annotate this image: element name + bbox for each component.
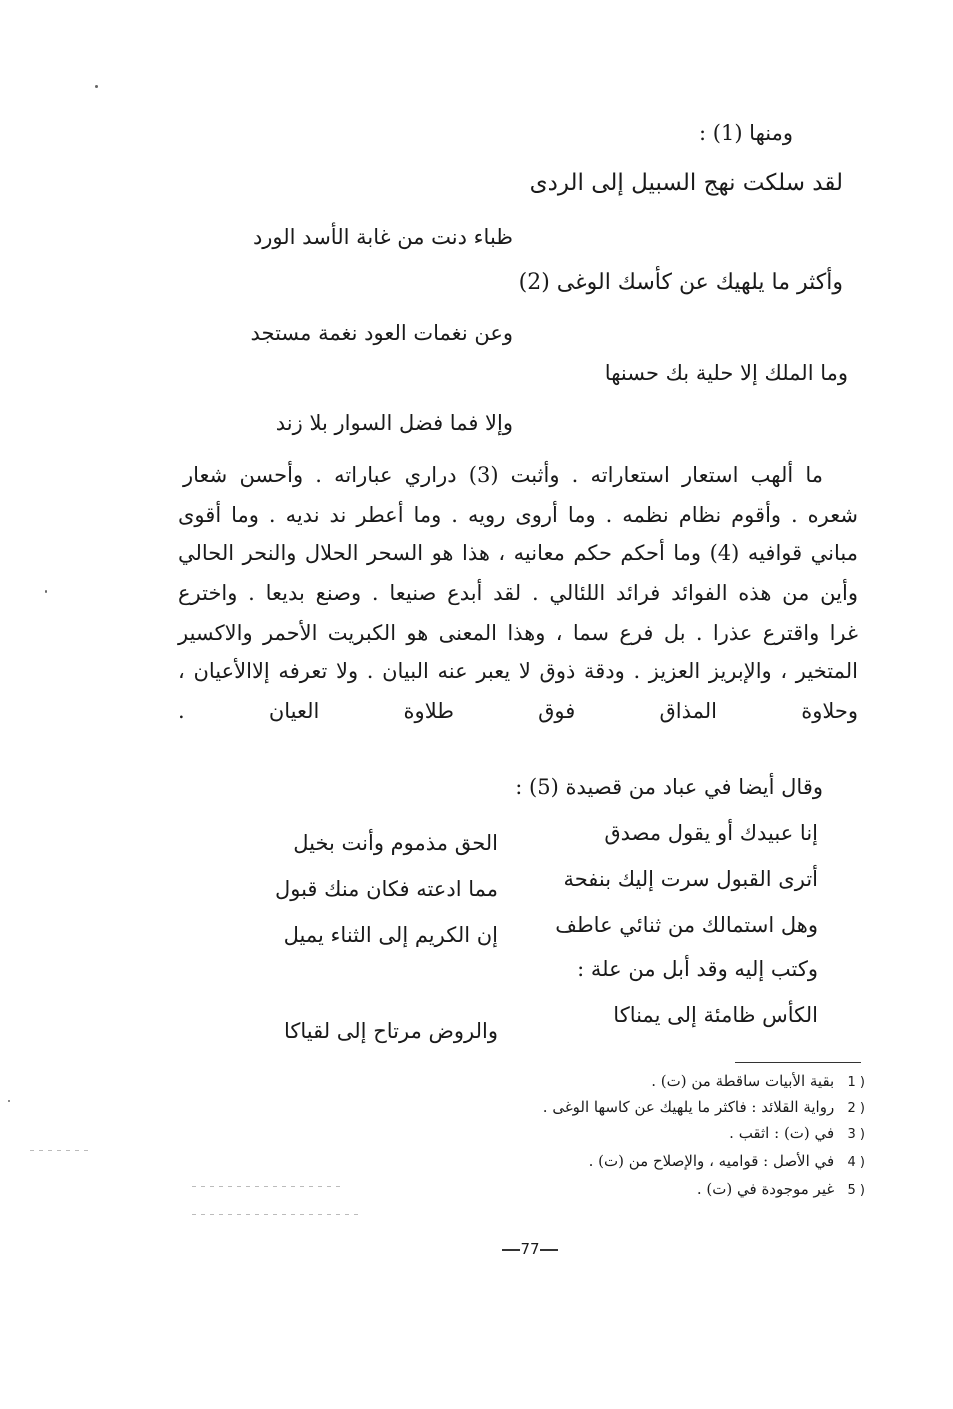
poem-right-hemistich: الكأس ظامئة إلى يمناكا bbox=[613, 1003, 818, 1027]
footnote bbox=[543, 1096, 865, 1120]
poem-line: لقد سلكت نهج السبيل إلى الردى bbox=[529, 170, 843, 196]
poem-right-hemistich: أترى القبول سرت إليك بنفحة bbox=[563, 867, 818, 891]
scan-smudge bbox=[192, 1214, 362, 1215]
footnote-text: بقية الأبيات ساقطة من (ت) . bbox=[651, 1072, 835, 1090]
poem-left-hemistich: مما ادعته فكان منك قبول bbox=[274, 877, 498, 901]
prose-line: المتخير ، والإبريز العزيز . ودقة ذوق لا يعبر عنه البيان . ولا تعرفه إلاالأعيان ، bbox=[178, 659, 859, 683]
section-intro: وقال أيضا في عباد من قصيدة (5) : bbox=[515, 775, 823, 799]
footnote-divider bbox=[735, 1062, 861, 1063]
footnote-text: رواية القلائد : فاكثر ما يلهيك عن كاسها الوغى . bbox=[542, 1098, 835, 1116]
poem-line: ظباء دنت من غابة الأسد الورد bbox=[252, 225, 513, 249]
prose-line: مباني قوافيه (4) وما أحكم حكم معانيه ، هذا هو السحر الحلال والنحر الحالي bbox=[178, 541, 858, 565]
page-number-dash bbox=[502, 1249, 520, 1251]
poem-line: وإلا فما فضل السوار بلا زند bbox=[275, 411, 513, 435]
prose-line: شعره . وأقوم نظام نظمه . وما أروى رويه . وما أعطر ند نديه . وما أقوى bbox=[178, 503, 858, 527]
footnote-text: في الأصل : قواميه ، والإصلاح من (ت) . bbox=[588, 1152, 835, 1170]
scan-speck bbox=[45, 590, 47, 593]
footnote-number: ( 5 bbox=[847, 1183, 865, 1198]
section-intro: ومنها (1) : bbox=[698, 121, 793, 145]
footnote bbox=[589, 1150, 865, 1174]
poem-line: وعن نغمات العود نغمة مستجد bbox=[250, 321, 513, 345]
prose-line: وأين من هذه الفوائد فرائد اللئالي . لقد أبدع صنيعا . وصنع بديعا . واخترع bbox=[178, 581, 858, 605]
scan-speck bbox=[95, 85, 98, 88]
page-number-dash bbox=[540, 1249, 558, 1251]
footnote-number: ( 4 bbox=[847, 1155, 865, 1170]
poem-left-hemistich: الحق مذموم وأنت بخيل bbox=[293, 831, 498, 855]
prose-line: وحلاوة المذاق فوق طلاوة العيان . bbox=[178, 699, 858, 723]
section-intro: وكتب إليه وقد أبل من علة : bbox=[577, 957, 818, 981]
scan-speck bbox=[8, 1100, 10, 1102]
footnote-number: ( 3 bbox=[847, 1127, 865, 1142]
footnote bbox=[697, 1178, 865, 1202]
poem-right-hemistich: إنا عبيدك أو يقول مصدق bbox=[604, 821, 818, 845]
footnote-text: غير موجودة في (ت) . bbox=[696, 1180, 835, 1198]
poem-line: وأكثر ما يلهيك عن كأسك الوغى (2) bbox=[518, 270, 843, 295]
scan-smudge bbox=[30, 1150, 90, 1151]
prose-line: ما ألهب استعار استعاراته . وأثبت (3) دراري عباراته . وأحسن شعار bbox=[183, 463, 823, 487]
footnote bbox=[729, 1122, 865, 1146]
poem-left-hemistich: والروض مرتاح إلى لقياكا bbox=[283, 1019, 498, 1043]
footnote-number: ( 1 bbox=[847, 1075, 865, 1090]
page-number bbox=[490, 1238, 570, 1260]
page-number-value: 77 bbox=[520, 1240, 540, 1258]
footnote-number: ( 2 bbox=[847, 1101, 865, 1116]
prose-line: غرا واقترع عذرا . بل فرع سما ، وهذا المعنى هو الكبريت الأحمر والاكسير bbox=[178, 621, 858, 645]
poem-line: وما الملك إلا حلية بك حسنها bbox=[604, 361, 848, 385]
poem-left-hemistich: إن الكريم إلى الثناء يميل bbox=[283, 923, 498, 947]
poem-right-hemistich: وهل استمالك من ثنائي عاطف bbox=[555, 913, 818, 937]
footnote bbox=[651, 1070, 865, 1094]
scan-smudge bbox=[192, 1186, 342, 1187]
footnote-text: في (ت) : اثقب . bbox=[729, 1124, 835, 1142]
